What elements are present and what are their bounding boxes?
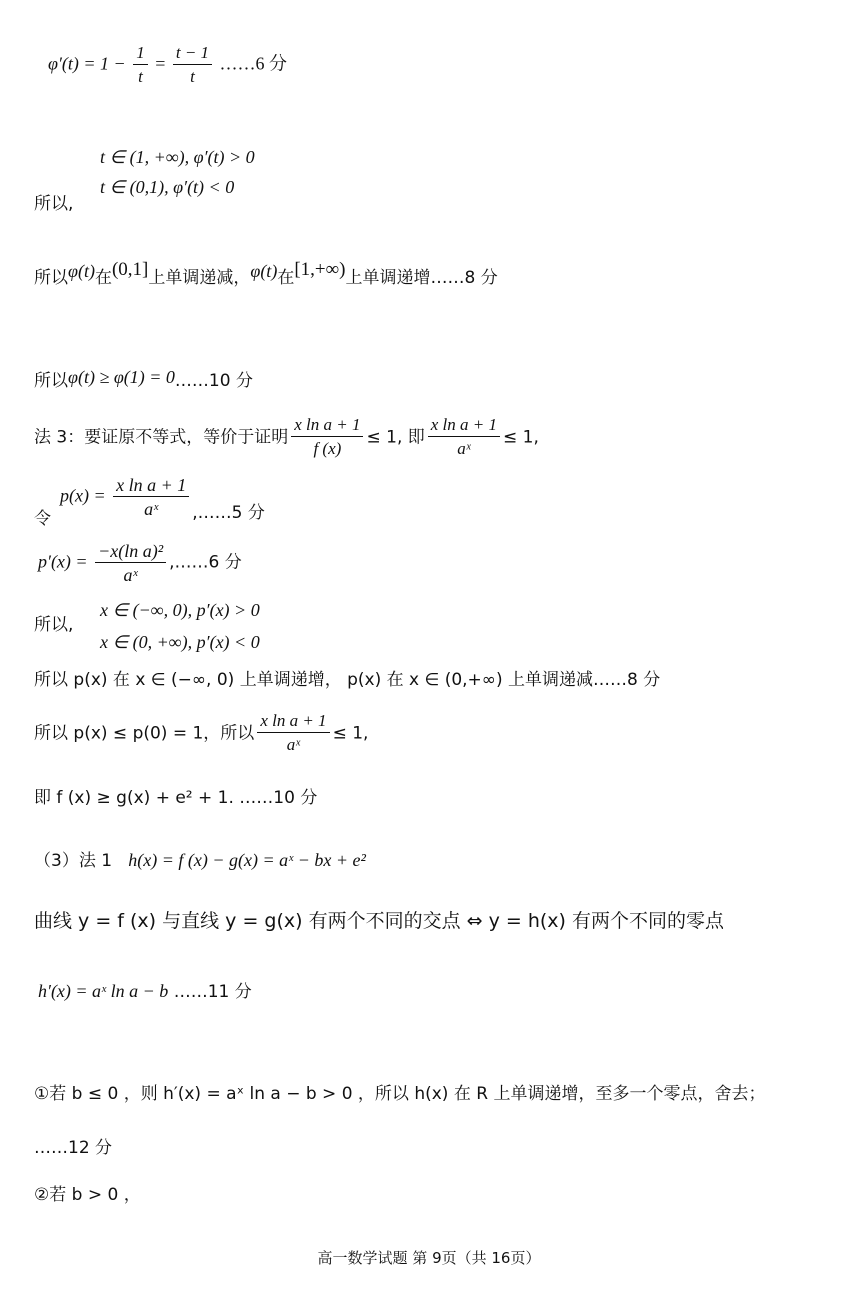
fraction — [113, 474, 189, 521]
numerator: t − 1 — [173, 42, 212, 65]
case-line: x ∈ (−∞, 0), p′(x) > 0 — [100, 600, 260, 620]
denominator: aˣ — [286, 735, 301, 754]
case-b-nonpositive: ①若 b ≤ 0 ，则 h′(x) = aˣ ln a − b > 0 ，所以 h(x) 在 R 上单调递增，至多一个零点，舍去； — [34, 1084, 766, 1104]
monotonic-statement-p: 所以 p(x) 在 x ∈ (−∞, 0) 上单调递增， p(x) 在 x ∈ (0,+∞) 上单调递减……8 分 — [34, 670, 661, 690]
fraction — [257, 710, 329, 757]
text: 在 — [94, 268, 112, 288]
text: 所以 — [34, 371, 68, 391]
text: 上单调递减， — [148, 268, 251, 288]
interval: (0,1] — [111, 259, 149, 280]
score-note: ,……6 分 — [169, 552, 242, 573]
part3-method1 — [34, 849, 366, 872]
fraction — [95, 540, 166, 587]
denominator: aˣ — [457, 439, 471, 458]
numerator: x ln a + 1 — [113, 474, 189, 497]
equation-phi-derivative — [48, 42, 287, 89]
text: 所以 — [34, 268, 68, 288]
equivalence-statement: 曲线 y = f (x) 与直线 y = g(x) 有两个不同的交点 ⇔ y = h(x) 有两个不同的零点 — [34, 910, 724, 932]
numerator: 1 — [133, 42, 148, 65]
p-derivative — [38, 540, 242, 587]
case-stack — [100, 594, 260, 658]
section-label: （3）法 1 — [34, 851, 113, 871]
score-note: ……12 分 — [34, 1138, 113, 1158]
method3-line — [34, 414, 539, 461]
denominator: t — [138, 67, 143, 86]
numerator: x ln a + 1 — [428, 414, 500, 437]
case-line: x ∈ (0, +∞), p′(x) < 0 — [100, 632, 260, 652]
denominator: aˣ — [144, 499, 159, 519]
equals: = — [150, 53, 170, 74]
math-expr: h′(x) = aˣ ln a − b — [38, 981, 169, 1001]
math-expr: φ′(t) = 1 − — [48, 53, 131, 74]
text: ≤ 1, — [503, 427, 539, 448]
fraction — [428, 414, 500, 461]
math-phi: φ(t) — [68, 261, 95, 281]
math-expr: p′(x) = — [38, 551, 93, 572]
text: 所以 p(x) ≤ p(0) = 1，所以 — [34, 723, 255, 744]
label-suoyi: 所以, — [34, 194, 74, 214]
page-footer: 高一数学试题 第 9页（共 16页） — [317, 1249, 541, 1267]
define-p — [60, 474, 265, 521]
denominator: t — [190, 67, 195, 86]
label-suoyi: 所以, — [34, 615, 74, 635]
math-expr: h(x) = f (x) − g(x) = aˣ − bx + e² — [128, 850, 366, 870]
math-phi: φ(t) — [250, 261, 278, 281]
numerator: x ln a + 1 — [291, 414, 363, 437]
score-note: ……10 分 — [174, 371, 253, 391]
result-inequality: 即 f (x) ≥ g(x) + e² + 1. ……10 分 — [34, 788, 318, 808]
monotonic-statement — [34, 259, 498, 289]
math-expr: φ(t) ≥ φ(1) = 0 — [68, 367, 175, 387]
fraction — [173, 42, 212, 89]
score-note: ,……5 分 — [192, 502, 265, 523]
denominator: aˣ — [123, 565, 138, 585]
fraction — [291, 414, 363, 461]
math-expr: p(x) = — [60, 485, 111, 506]
case-line: t ∈ (0,1), φ′(t) < 0 — [100, 177, 235, 197]
numerator: −x(ln a)² — [95, 540, 166, 563]
case-line: t ∈ (1, +∞), φ′(t) > 0 — [100, 147, 255, 167]
case-b-positive: ②若 b > 0 ， — [34, 1185, 141, 1205]
text: ≤ 1, 即 — [366, 427, 425, 448]
h-derivative — [38, 980, 252, 1003]
text: 法 3：要证原不等式，等价于证明 — [34, 427, 289, 448]
text: 上单调递增……8 分 — [345, 268, 498, 288]
denominator: f (x) — [313, 439, 342, 458]
text: ≤ 1, — [332, 723, 369, 744]
conclusion-line — [34, 369, 253, 392]
numerator: x ln a + 1 — [257, 710, 329, 733]
text: 在 — [277, 268, 295, 288]
score-note: ……6 分 — [215, 53, 288, 74]
fraction — [133, 42, 148, 89]
interval: [1,+∞) — [294, 259, 346, 280]
score-note: ……11 分 — [168, 982, 252, 1002]
conclusion-p — [34, 710, 368, 757]
case-stack — [100, 142, 255, 202]
label-ling: 令 — [34, 509, 51, 529]
